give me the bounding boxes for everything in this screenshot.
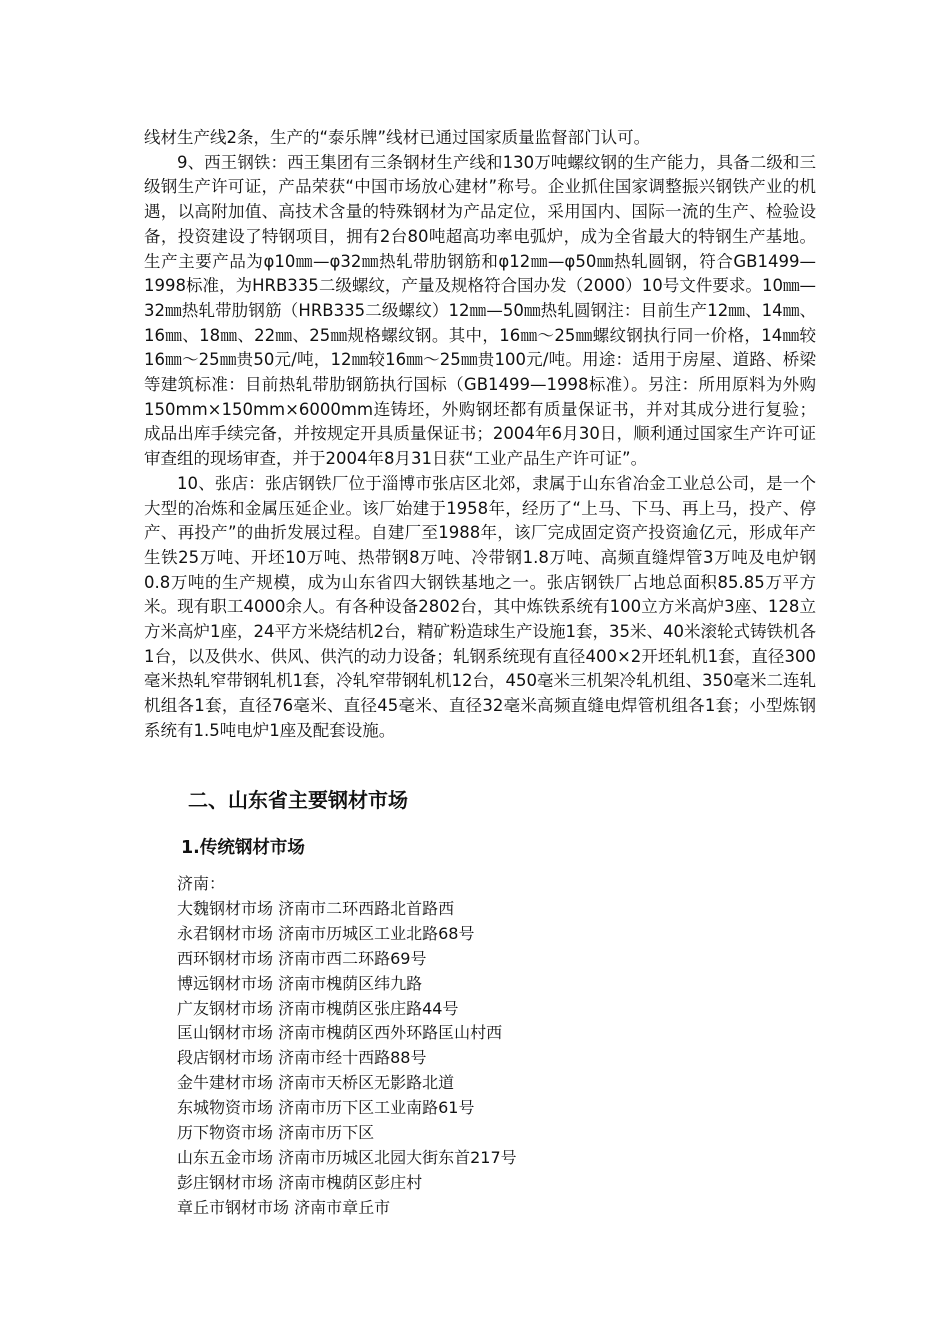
list-item: 历下物资市场 济南市历下区 (177, 1123, 375, 1143)
list-item: 永君钢材市场 济南市历城区工业北路68号 (177, 923, 475, 943)
list-item: 西环钢材市场 济南市西二环路69号 (177, 948, 427, 968)
subsection-heading: 1.传统钢材市场 (181, 838, 305, 858)
list-item: 章丘市钢材市场 济南市章丘市 (177, 1197, 391, 1217)
list-item: 博远钢材市场 济南市槐荫区纬九路 (177, 973, 423, 993)
paragraph-zhangdian: 10、张店：张店钢铁厂位于淄博市张店区北郊，隶属于山东省冶金工业总公司，是一个大型的冶炼和金属压延企业。该厂始建于1958年，经历了“上马、下马、再上马，投产、停产、再投产”的曲折发展过程。自建厂至1988年，该厂完成固定资产投资逾亿元，形成年产生铁25万吨、开坯10万吨、热带钢8万吨、冷带钢1.8万吨、高频直缝焊管3万吨及电炉钢0.8万吨的生产规模，成为山东省四大钢铁基地之一。张店钢铁厂占地总面积85.85万平方米。现有职工4000余人。有各种设备2802台，其中炼铁系统有100立方米高炉3座、128立方米高炉1座，24平方米烧结机2台，精矿粉造球生产设施1套，35米、40米滚轮式铸铁机各1台，以及供水、供风、供汽的动力设备；轧钢系统现有直径400×2开坯轧机1套，直径300毫米热轧窄带钢轧机1套，冷轧窄带钢轧机12台，450毫米三机架冷轧机组、350毫米二连轧机组各1套，直径76毫米、直径45毫米、直径32毫米高频直缝电焊管机组各1套；小型炼钢系统有1.5吨电炉1座及配套设施。 (144, 473, 816, 740)
list-item: 匡山钢材市场 济南市槐荫区西外环路匡山村西 (177, 1023, 503, 1043)
list-item: 大魏钢材市场 济南市二环西路北首路西 (177, 898, 455, 918)
body-text (144, 126, 816, 744)
paragraph-continuation: 线材生产线2条，生产的“泰乐牌”线材已通过国家质量监督部门认可。 (144, 128, 651, 147)
list-item: 金牛建材市场 济南市天桥区无影路北道 (177, 1073, 455, 1093)
city-label: 济南： (177, 874, 226, 893)
list-item: 彭庄钢材市场 济南市槐荫区彭庄村 (177, 1172, 423, 1192)
market-list (177, 872, 517, 1221)
list-item: 广友钢材市场 济南市槐荫区张庄路44号 (177, 998, 459, 1018)
section-heading: 二、山东省主要钢材市场 (188, 788, 408, 812)
paragraph-xiwang: 9、西王钢铁：西王集团有三条钢材生产线和130万吨螺纹钢的生产能力，具备二级和三级钢生产许可证，产品荣获“中国市场放心建材”称号。企业抓住国家调整振兴钢铁产业的机遇，以高附加值、高技术含量的特殊钢材为产品定位，采用国内、国际一流的生产、检验设备，投资建设了特钢项目，拥有2台80吨超高功率电弧炉，成为全省最大的特钢生产基地。 生产主要产品为φ10㎜—φ32㎜热轧带肋钢筋和φ12㎜—φ50㎜热轧圆钢，符合GB1499—1998标准，为HRB335二级螺纹，产量及规格符合国办发（2000）10号文件要求。10㎜—32㎜热轧带肋钢筋（HRB335二级螺纹）12㎜—50㎜热轧圆钢注：目前生产12㎜、14㎜、16㎜、18㎜、22㎜、25㎜规格螺纹钢。其中，16㎜～25㎜螺纹钢执行同一价格，14㎜较16㎜～25㎜贵50元/吨，12㎜较16㎜～25㎜贵100元/吨。用途：适用于房屋、道路、桥梁等建筑标准：目前热轧带肋钢筋执行国标（GB1499—1998标准）。另注：所用原料为外购150mm×150mm×6000mm连铸坯，外购钢坯都有质量保证书，并对其成分进行复验；成品出库手续完备，并按规定开具质量保证书；2004年6月30日，顺利通过国家生产许可证审查组的现场审查，并于2004年8月31日获“工业产品生产许可证”。 (144, 152, 816, 469)
list-item: 段店钢材市场 济南市经十西路88号 (177, 1048, 427, 1068)
list-item: 山东五金市场 济南市历城区北园大街东首217号 (177, 1147, 517, 1167)
list-item: 东城物资市场 济南市历下区工业南路61号 (177, 1098, 475, 1118)
